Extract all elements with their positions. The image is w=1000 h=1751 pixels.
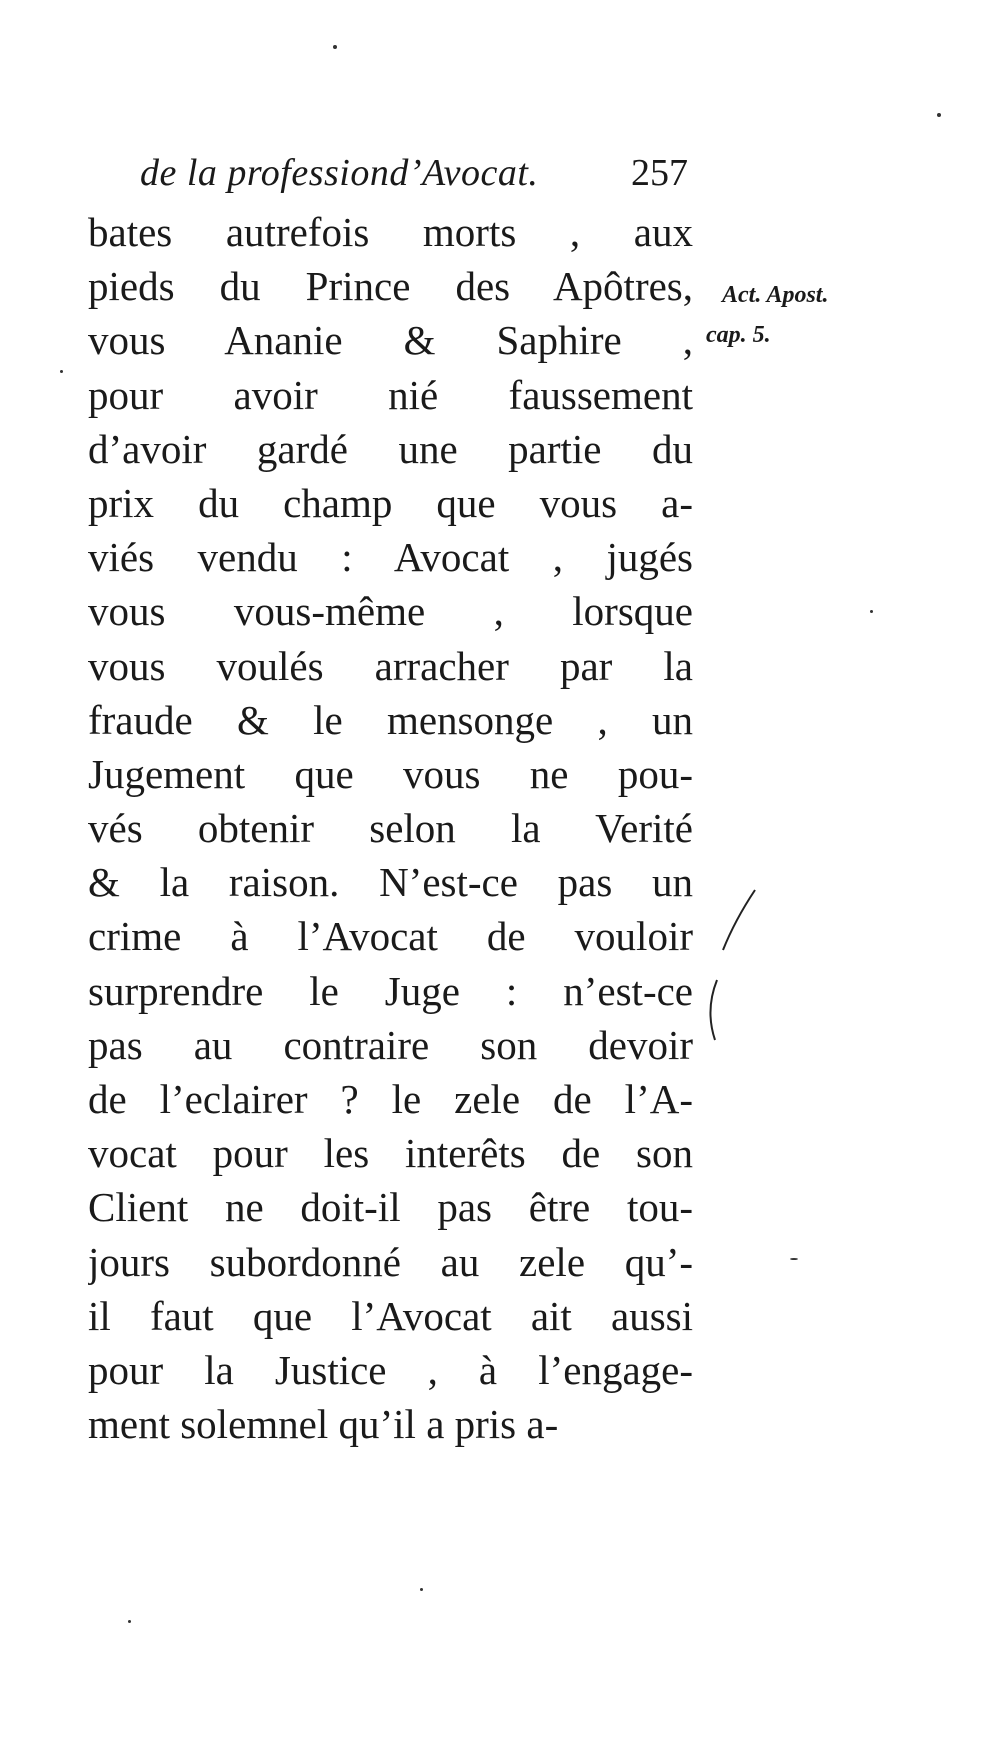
text-line: viés vendu : Avocat , jugés	[88, 534, 693, 581]
text-line: surprendre le Juge : n’est-ce	[88, 967, 693, 1014]
text-line: Client ne doit-il pas être tou-	[88, 1184, 693, 1231]
text-line: vous Ananie & Saphire ,	[88, 317, 693, 364]
text-line: bates autrefois morts , aux	[88, 209, 693, 255]
paper-speck	[870, 610, 873, 613]
paper-speck	[60, 370, 63, 373]
text-line: & la raison. N’est-ce pas un	[88, 859, 693, 906]
paper-speck	[333, 45, 337, 49]
paper-speck	[790, 1258, 798, 1260]
text-line: pieds du Prince des Apôtres,	[88, 263, 693, 310]
text-line: vous voulés arracher par la	[88, 642, 693, 689]
text-line: il faut que l’Avocat ait aussi	[88, 1292, 693, 1339]
text-line: Jugement que vous ne pou-	[88, 750, 693, 797]
text-line: ment solemnel qu’il a pris a-	[88, 1401, 559, 1448]
text-line: pour avoir nié faussement	[88, 371, 693, 418]
paper-speck	[420, 1588, 423, 1591]
text-line: de l’eclairer ? le zele de l’A-	[88, 1076, 693, 1122]
paper-speck	[128, 1620, 131, 1623]
text-line: prix du champ que vous a-	[88, 479, 693, 526]
text-line: pour la Justice , à l’engage-	[88, 1346, 693, 1393]
text-line: crime à l’Avocat de vouloir	[88, 913, 693, 960]
text-line: vocat pour les interêts de son	[88, 1130, 693, 1177]
text-line: fraude & le mensonge , un	[88, 696, 693, 743]
page-number: 257	[631, 152, 688, 194]
margin-note-reference: Act. Apost.	[722, 282, 829, 308]
running-title: de la professiond’Avocat.	[140, 152, 539, 194]
text-line: pas au contraire son devoir	[88, 1021, 693, 1068]
margin-note-chapter: cap. 5.	[706, 322, 771, 348]
pencil-mark	[695, 880, 765, 1050]
text-line: vés obtenir selon la Verité	[88, 805, 693, 852]
text-line: vous vous-même , lorsque	[88, 588, 693, 635]
text-line: jours subordonné au zele qu’-	[88, 1238, 693, 1285]
running-head	[140, 148, 700, 198]
body-text	[88, 205, 693, 1451]
paper-speck	[937, 113, 941, 117]
margin-note	[706, 275, 872, 355]
text-line: d’avoir gardé une partie du	[88, 425, 693, 472]
